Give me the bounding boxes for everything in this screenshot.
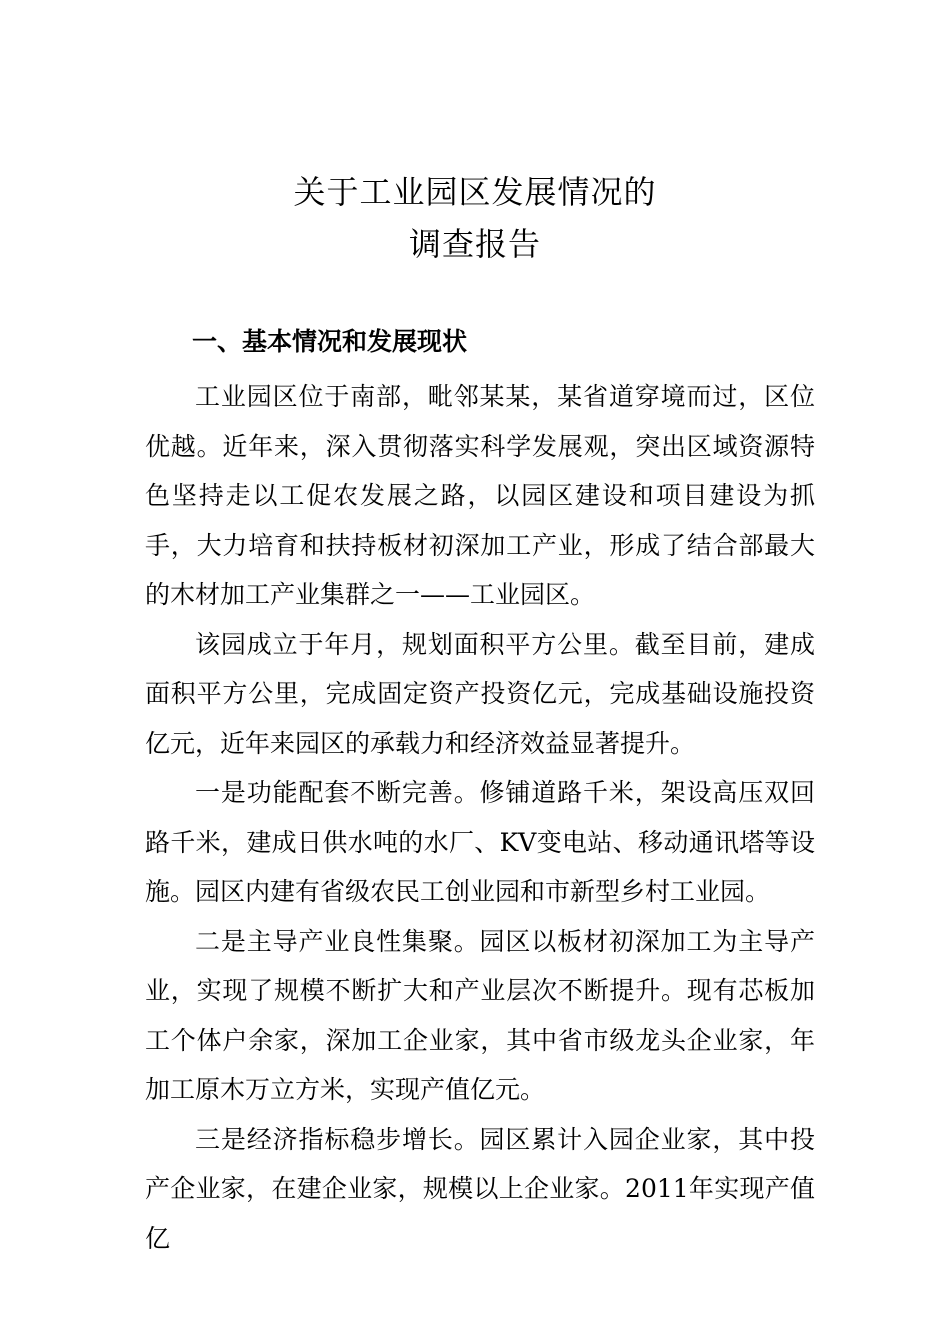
document-title-line-2: 调查报告 [408,225,541,263]
paragraph-facilities: 一是功能配套不断完善。修铺道路千米，架设高压双回路千米，建成日供水吨的水厂、KV变电站、移动通讯塔等设施。园区内建有省级农民工创业园和市新型乡村工业园。 [145,778,815,906]
document-body [145,372,815,1263]
paragraph-overview: 该园成立于年月，规划面积平方公里。截至目前，建成面积平方公里，完成固定资产投资亿元，完成基础设施投资亿元，近年来园区的承载力和经济效益显著提升。 [145,629,815,758]
paragraph-location: 工业园区位于南部，毗邻某某，某省道穿境而过，区位优越。近年来，深入贯彻落实科学发展观，突出区域资源特色坚持走以工促农发展之路，以园区建设和项目建设为抓手，大力培育和扶持板材初深加工产业，形成了结合部最大的木材加工产业集群之一——工业园区。 [145,382,815,609]
document-title-line-1: 关于工业园区发展情况的 [293,173,657,211]
section-heading: 一、基本情况和发展现状 [192,327,468,356]
paragraph-industry: 二是主导产业良性集聚。园区以板材初深加工为主导产业，实现了规模不断扩大和产业层次不断提升。现有芯板加工个体户余家，深加工企业家，其中省市级龙头企业家，年加工原木万立方米，实现产值亿元。 [145,926,815,1104]
paragraph-economy: 三是经济指标稳步增长。园区累计入园企业家，其中投产企业家，在建企业家，规模以上企业家。2011年实现产值亿 [145,1124,815,1253]
